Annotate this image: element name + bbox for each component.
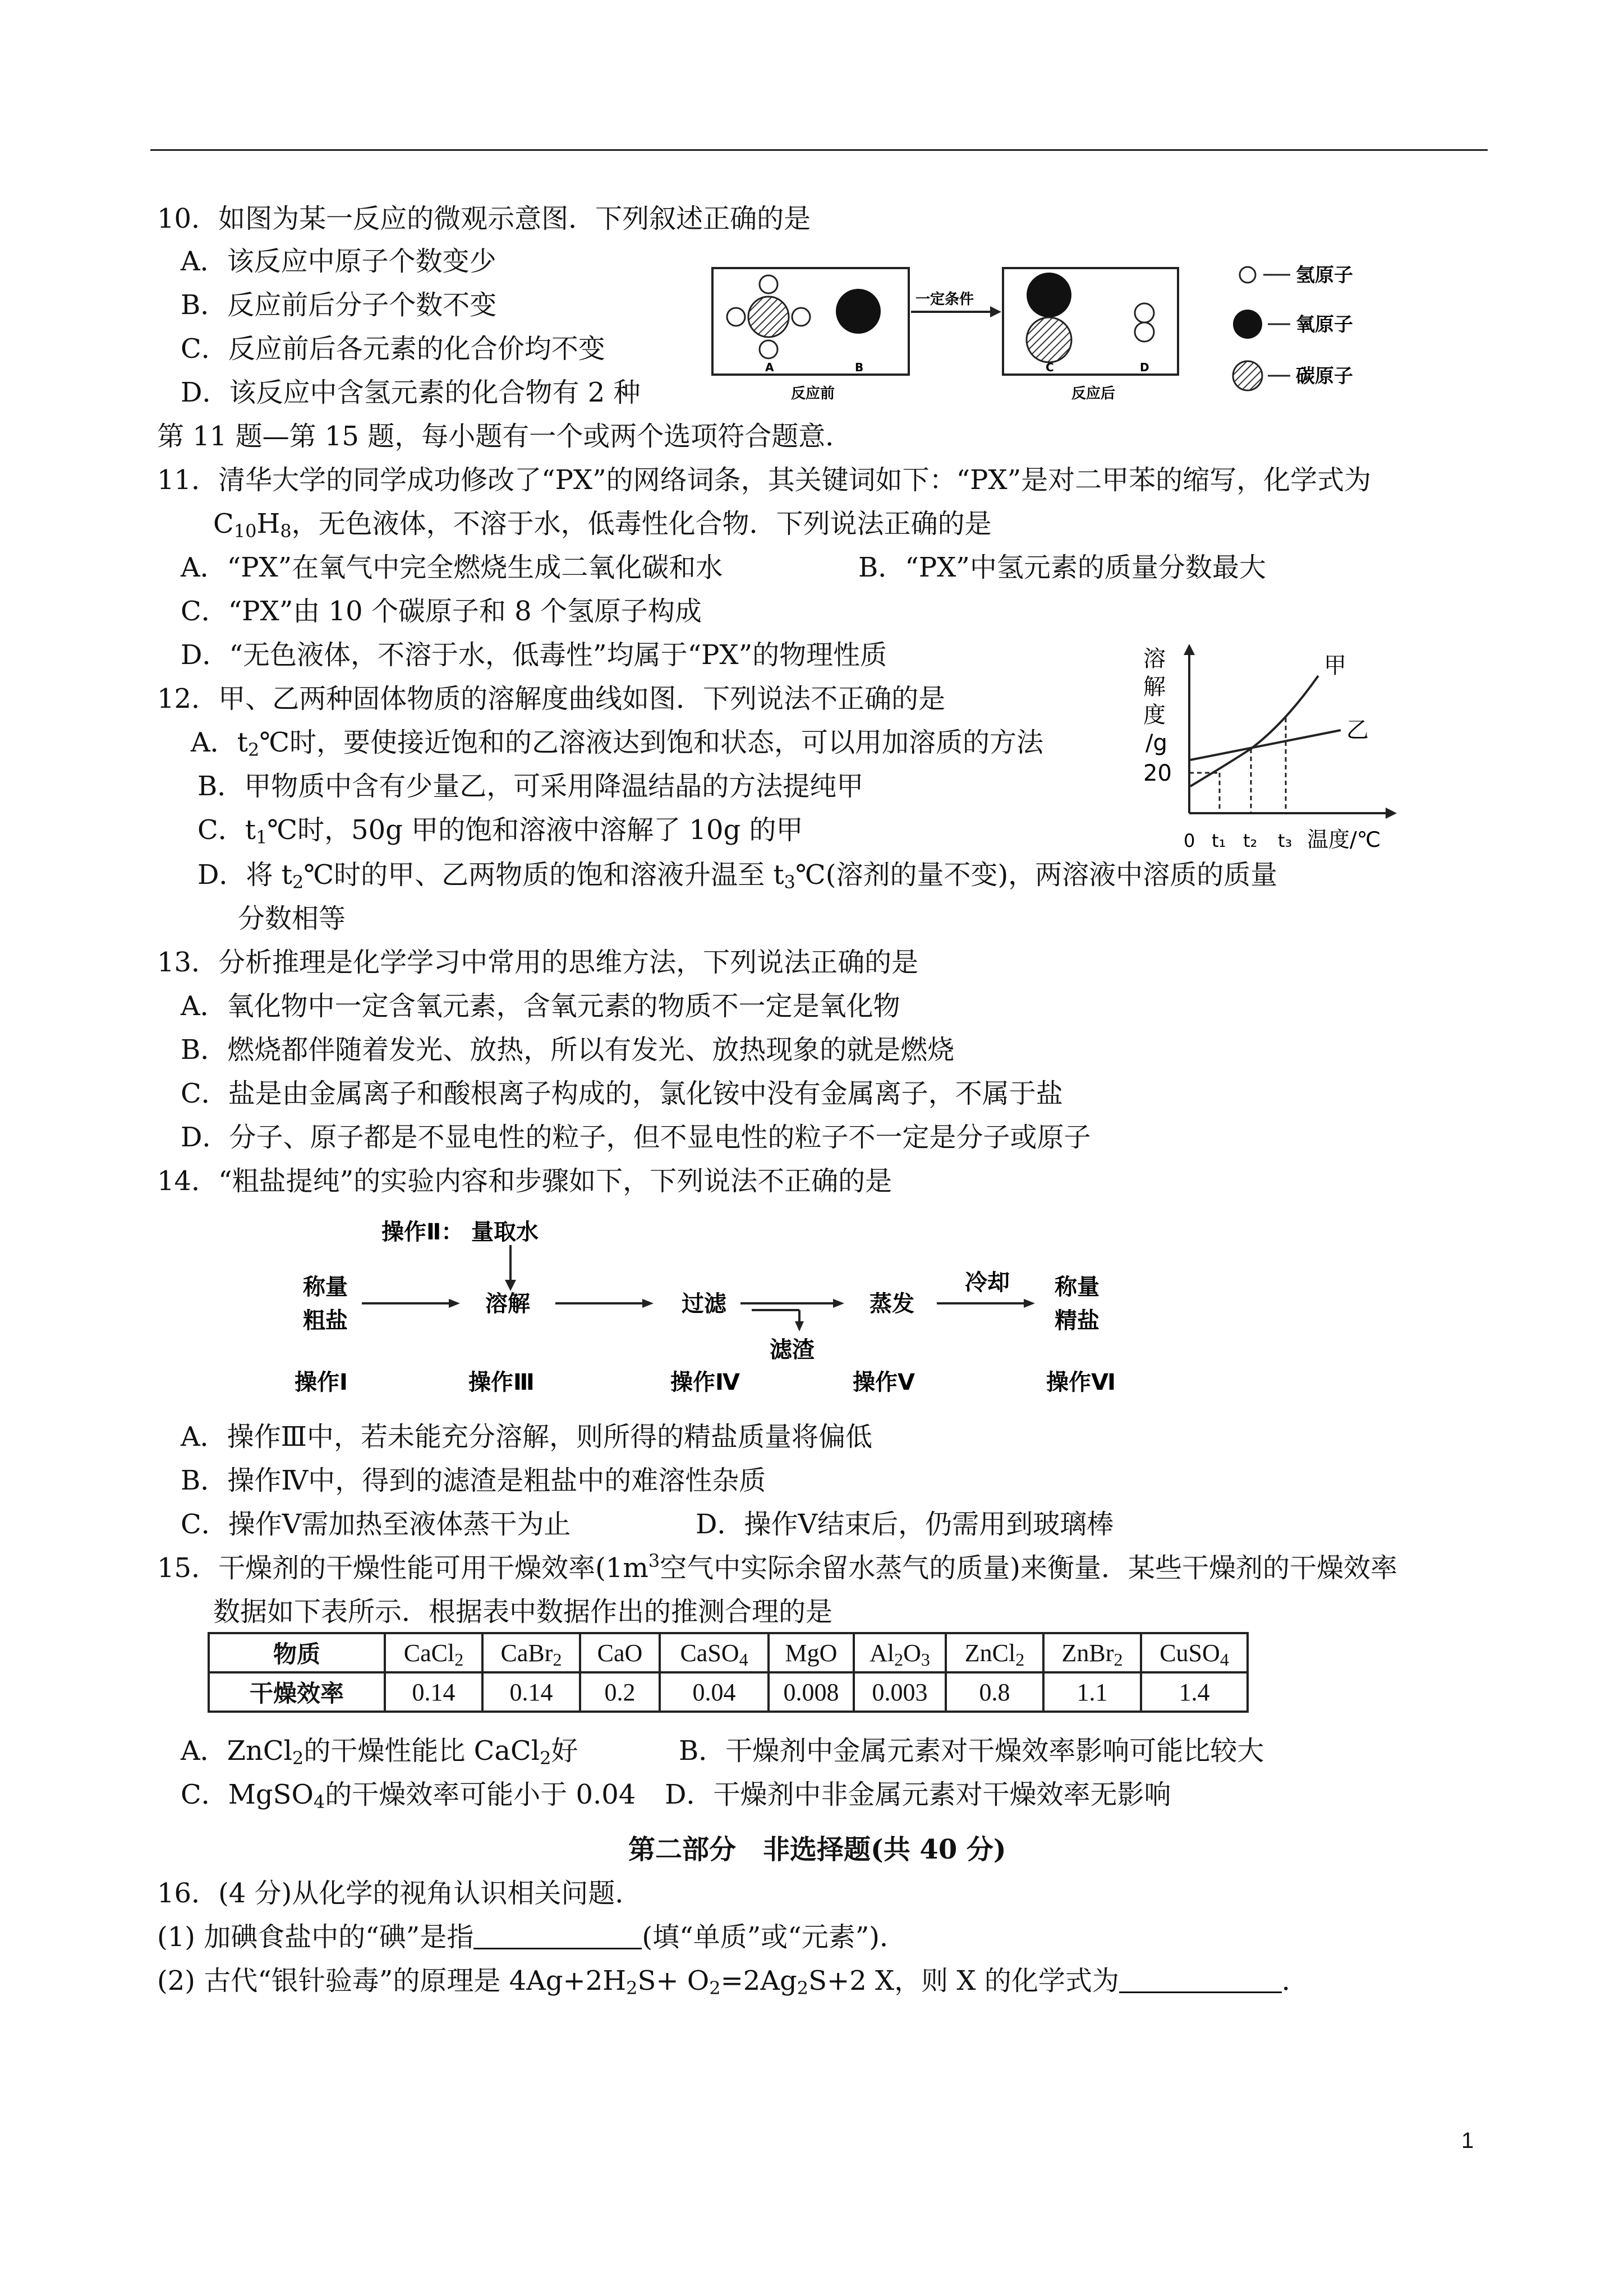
value-cell: 0.2 bbox=[580, 1672, 660, 1712]
residue-label: 滤渣 bbox=[770, 1337, 815, 1363]
substance-cell: CaCl$_2$ bbox=[385, 1633, 482, 1672]
answer-blank-2 bbox=[1119, 1967, 1282, 1993]
answer-blank-1 bbox=[473, 1923, 642, 1949]
substance-cell: CaO bbox=[580, 1633, 660, 1672]
crude-label: 粗盐 bbox=[303, 1308, 348, 1334]
drying-efficiency-table bbox=[208, 1632, 1249, 1713]
water-label: 量取水 bbox=[471, 1219, 539, 1245]
header-rule bbox=[150, 149, 1488, 151]
legend-hydrogen: 氢原子 bbox=[1296, 264, 1353, 287]
legend-oxygen-symbol bbox=[1233, 310, 1262, 339]
weigh2-label: 称量 bbox=[1055, 1274, 1099, 1300]
mol-label-c: C bbox=[1046, 361, 1054, 374]
op6-label: 操作Ⅵ bbox=[1046, 1370, 1116, 1395]
table-row-substance bbox=[209, 1633, 1248, 1672]
x-tick-t3: t₃ bbox=[1278, 830, 1292, 851]
row-header-efficiency: 干燥效率 bbox=[209, 1672, 385, 1712]
series-yi-line bbox=[1190, 730, 1341, 760]
weigh1-label: 称量 bbox=[303, 1274, 348, 1300]
page-number: 1 bbox=[1461, 2128, 1474, 2153]
op2-label: 操作Ⅱ： bbox=[381, 1219, 464, 1245]
refined-label: 精盐 bbox=[1055, 1308, 1099, 1334]
q11-stem-line1: 11．清华大学的同学成功修改了“PX”的网络词条，其关键词如下：“PX”是对二甲苯的缩写，化学式为 bbox=[157, 464, 1372, 496]
q16-stem: 16．(4 分)从化学的视角认识相关问题． bbox=[157, 1878, 642, 1909]
q12-option-a: A．$t_2℃$时，要使接近饱和的乙溶液达到饱和状态，可以用加溶质的方法 bbox=[191, 727, 1044, 760]
substance-cell: CuSO$_4$ bbox=[1141, 1633, 1248, 1672]
substance-cell: ZnCl$_2$ bbox=[946, 1633, 1043, 1672]
q12-option-c: C．$t_1℃$时，50g 甲的饱和溶液中溶解了 10g 的甲 bbox=[197, 814, 803, 848]
q10-option-a: A．该反应中原子个数变少 bbox=[181, 246, 496, 277]
q14-option-b: B．操作Ⅳ中，得到的滤渣是粗盐中的难溶性杂质 bbox=[181, 1465, 766, 1496]
op3-label: 操作Ⅲ bbox=[468, 1370, 535, 1395]
arrow-condition-label: 一定条件 bbox=[915, 291, 974, 308]
cool-label: 冷却 bbox=[965, 1270, 1010, 1295]
value-cell: 0.008 bbox=[769, 1672, 854, 1712]
substance-cell: CaBr$_2$ bbox=[482, 1633, 580, 1672]
q15-option-d: D．干燥剂中非金属元素对干燥效率无影响 bbox=[665, 1779, 1171, 1810]
co-molecule-c-carbon bbox=[1027, 317, 1071, 362]
q13-option-a: A．氧化物中一定含氧元素，含氧元素的物质不一定是氧化物 bbox=[181, 990, 900, 1022]
part2-title: 第二部分 非选择题(共 40 分) bbox=[628, 1834, 1006, 1865]
substance-cell: CaSO$_4$ bbox=[660, 1633, 769, 1672]
value-cell: 0.14 bbox=[482, 1672, 580, 1712]
q12-solubility-graph bbox=[1139, 639, 1419, 864]
q14-option-c: C．操作Ⅴ需加热至液体蒸干为止 bbox=[181, 1509, 571, 1540]
q11-option-a: A．“PX”在氧气中完全燃烧生成二氧化碳和水 bbox=[181, 552, 723, 583]
ylabel-2: 解 bbox=[1143, 674, 1166, 700]
q11-option-b: B．“PX”中氢元素的质量分数最大 bbox=[858, 552, 1266, 583]
x-axis-label: 温度/℃ bbox=[1307, 827, 1381, 852]
q11-option-c: C．“PX”由 10 个碳原子和 8 个氢原子构成 bbox=[181, 596, 702, 627]
op4-label: 操作Ⅳ bbox=[670, 1370, 740, 1395]
mol-label-a: A bbox=[765, 361, 774, 374]
q14-flowchart bbox=[280, 1211, 1178, 1413]
q12-option-d: D．将 $t_2℃$时的甲、乙两物质的饱和溶液升温至 $t_3℃$(溶剂的量不变)，两溶液中溶质的质量 bbox=[197, 859, 1278, 893]
q13-stem: 13．分析推理是化学学习中常用的思维方法，下列说法正确的是 bbox=[157, 947, 919, 978]
after-label: 反应后 bbox=[1071, 385, 1116, 402]
q16-part1: (1) 加碘食盐中的“碘”是指 (填“单质”或“元素”)． bbox=[157, 1921, 907, 1953]
q12-stem: 12．甲、乙两种固体物质的溶解度曲线如图．下列说法不正确的是 bbox=[157, 683, 946, 714]
q10-reaction-diagram bbox=[707, 258, 1436, 409]
q13-option-b: B．燃烧都伴随着发光、放热，所以有发光、放热现象的就是燃烧 bbox=[181, 1034, 955, 1066]
q10-option-c: C．反应前后各元素的化合价均不变 bbox=[181, 333, 605, 365]
x-tick-t1: t₁ bbox=[1212, 830, 1226, 851]
methane-molecule-a-carbon bbox=[748, 297, 789, 337]
ylabel-3: 度 bbox=[1143, 702, 1166, 728]
q16-part2: (2) 古代“银针验毒”的原理是 $4Ag+2H_2S+ O_2=2Ag_2S+2$ X，则 X 的化学式为 ． bbox=[157, 1965, 1309, 1999]
x-tick-t2: t₂ bbox=[1243, 830, 1258, 851]
q15-option-c: C．MgSO$_4$的干燥效率可能小于 0.04 bbox=[181, 1779, 636, 1813]
evaporate-label: 蒸发 bbox=[869, 1291, 914, 1317]
q15-stem-line2: 数据如下表所示．根据表中数据作出的推测合理的是 bbox=[213, 1596, 833, 1628]
series-yi-label: 乙 bbox=[1346, 717, 1369, 743]
ylabel-1: 溶 bbox=[1143, 646, 1166, 672]
value-cell: 0.14 bbox=[385, 1672, 482, 1712]
q13-option-c: C．盐是由金属离子和酸根离子构成的，氯化铵中没有金属离子，不属于盐 bbox=[181, 1078, 1063, 1109]
ylabel-4: /g bbox=[1145, 730, 1167, 756]
oxygen-molecule-b bbox=[836, 289, 881, 334]
value-cell: 0.04 bbox=[660, 1672, 769, 1712]
value-cell: 1.4 bbox=[1141, 1672, 1248, 1712]
q14-stem: 14．“粗盐提纯”的实验内容和步骤如下，下列说法不正确的是 bbox=[157, 1165, 892, 1197]
filter-label: 过滤 bbox=[682, 1291, 726, 1317]
q14-option-a: A．操作Ⅲ中，若未能充分溶解，则所得的精盐质量将偏低 bbox=[181, 1421, 872, 1453]
series-jia-curve bbox=[1190, 676, 1318, 786]
value-cell: 0.003 bbox=[854, 1672, 946, 1712]
y-tick-20: 20 bbox=[1143, 760, 1172, 786]
legend-carbon: 碳原子 bbox=[1296, 365, 1353, 388]
section-note: 第 11 题—第 15 题，每小题有一个或两个选项符合题意． bbox=[157, 421, 853, 452]
legend-hydrogen-symbol bbox=[1240, 267, 1255, 283]
q10-stem: 10．如图为某一反应的微观示意图．下列叙述正确的是 bbox=[157, 203, 811, 234]
q12-option-d-line2: 分数相等 bbox=[238, 903, 346, 934]
value-cell: 1.1 bbox=[1043, 1672, 1141, 1712]
op5-label: 操作Ⅴ bbox=[853, 1370, 915, 1395]
mol-label-d: D bbox=[1140, 361, 1149, 374]
legend-carbon-symbol bbox=[1233, 361, 1262, 390]
series-jia-label: 甲 bbox=[1324, 653, 1346, 679]
h2-molecule-d bbox=[1135, 303, 1154, 322]
legend-oxygen: 氧原子 bbox=[1296, 313, 1353, 336]
q14-option-d: D．操作Ⅴ结束后，仍需用到玻璃棒 bbox=[696, 1509, 1114, 1540]
q15-option-b: B．干燥剂中金属元素对干燥效率影响可能比较大 bbox=[679, 1735, 1264, 1767]
substance-cell: MgO bbox=[769, 1633, 854, 1672]
q11-stem-line2: $C_{10}H_8$，无色液体，不溶于水，低毒性化合物．下列说法正确的是 bbox=[213, 508, 992, 542]
after-box bbox=[1003, 268, 1178, 375]
substance-cell: $Al_2O_3$ bbox=[854, 1633, 946, 1672]
substance-cell: ZnBr$_2$ bbox=[1043, 1633, 1141, 1672]
dissolve-label: 溶解 bbox=[485, 1291, 530, 1317]
q15-option-a: A．ZnCl$_2$的干燥性能比 CaCl$_2$好 bbox=[181, 1735, 578, 1769]
before-label: 反应前 bbox=[791, 385, 835, 402]
mol-label-b: B bbox=[855, 361, 864, 374]
q10-option-d: D．该反应中含氢元素的化合物有 2 种 bbox=[181, 377, 641, 408]
origin-label: 0 bbox=[1184, 830, 1195, 851]
value-cell: 0.8 bbox=[946, 1672, 1043, 1712]
row-header-substance: 物质 bbox=[209, 1633, 385, 1672]
q13-option-d: D．分子、原子都是不显电性的粒子，但不显电性的粒子不一定是分子或原子 bbox=[181, 1122, 1091, 1153]
op1-label: 操作Ⅰ bbox=[295, 1370, 348, 1395]
q11-option-d: D．“无色液体，不溶于水，低毒性”均属于“PX”的物理性质 bbox=[181, 639, 887, 671]
q15-stem-line1: 15．干燥剂的干燥性能可用干燥效率($1m^3$空气中实际余留水蒸气的质量)来衡量．某些干燥剂的干燥效率 bbox=[157, 1550, 1397, 1584]
q10-option-b: B．反应前后分子个数不变 bbox=[181, 289, 497, 321]
q12-option-b: B．甲物质中含有少量乙，可采用降温结晶的方法提纯甲 bbox=[197, 771, 864, 802]
table-row-efficiency bbox=[209, 1672, 1248, 1712]
